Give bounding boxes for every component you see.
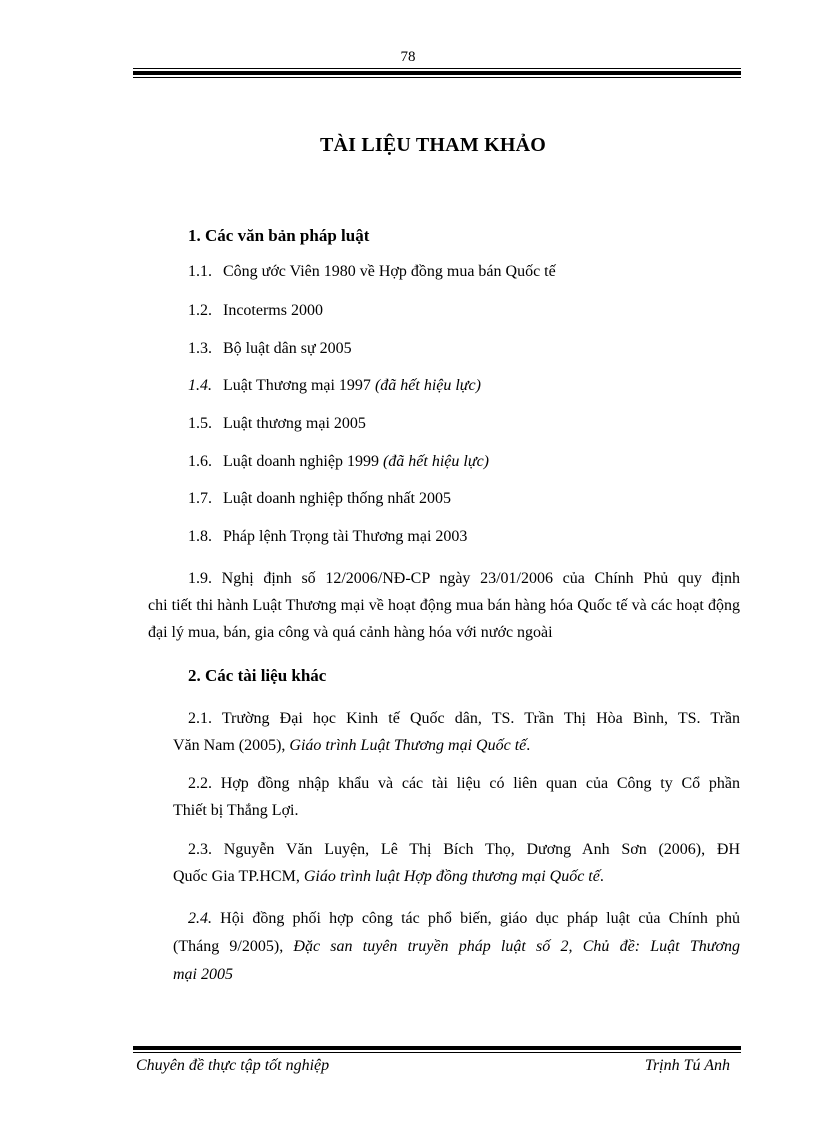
item-first-line: 2.1. Trường Đại học Kinh tế Quốc dân, TS. Trần Thị Hòa Bình, TS. Trần xyxy=(188,710,740,727)
item-text: Công ước Viên 1980 về Hợp đồng mua bán Quốc tế xyxy=(223,263,556,280)
item-first-line: 2.3. Nguyễn Văn Luyện, Lê Thị Bích Thọ, Dương Anh Sơn (2006), ĐH xyxy=(188,841,740,858)
item-number: 1.2. xyxy=(188,302,212,319)
item-number: 1.5. xyxy=(188,415,212,432)
item-number: 1.6. xyxy=(188,453,212,470)
item-number: 1.1. xyxy=(188,263,212,280)
reference-item xyxy=(188,527,467,547)
item-title: Giáo trình Luật Thương mại Quốc tế xyxy=(289,737,527,754)
item-text: Luật doanh nghiệp 1999 xyxy=(223,453,383,470)
item-number: 1.3. xyxy=(188,340,212,357)
item-continuation xyxy=(148,863,740,890)
page-number: 78 xyxy=(400,49,416,65)
footer-rule xyxy=(133,1052,741,1053)
item-note: (đã hết hiệu lực) xyxy=(374,377,481,394)
item-first-line xyxy=(188,905,740,933)
reference-item xyxy=(188,489,451,509)
item-title: Giáo trình luật Hợp đồng thương mại Quốc tế xyxy=(303,868,600,885)
footer-author: Trịnh Tú Anh xyxy=(644,1057,730,1074)
item-number: 2.4. xyxy=(188,910,212,927)
item-first-line: 2.2. Hợp đồng nhập khẩu và các tài liệu có liên quan của Công ty Cổ phần xyxy=(188,775,740,792)
item-continuation: Thiết bị Thắng Lợi. xyxy=(173,802,299,819)
item-text: Văn Nam (2005), xyxy=(173,737,290,754)
item-text: (Tháng 9/2005), xyxy=(173,938,294,955)
item-continuation: chi tiết thi hành Luật Thương mại về hoạt động mua bán hàng hóa Quốc tế và các hoạt động đại lý mua, bán, gia công và quá cảnh hàng hóa với nước ngoài xyxy=(148,597,740,641)
section-heading-other: 2. Các tài liệu khác xyxy=(188,666,327,685)
item-title: Đặc san tuyên truyền pháp luật số 2, Chủ đề: Luật Thương xyxy=(293,938,740,955)
item-text: Quốc Gia TP.HCM, xyxy=(173,868,304,885)
item-text: Luật doanh nghiệp thống nhất 2005 xyxy=(223,490,451,507)
item-text: Pháp lệnh Trọng tài Thương mại 2003 xyxy=(223,528,468,545)
reference-item-2-3 xyxy=(148,836,740,890)
reference-item-2-1 xyxy=(148,705,740,759)
item-first-line: 1.9. Nghị định số 12/2006/NĐ-CP ngày 23/01/2006 của Chính Phủ quy định xyxy=(188,570,740,587)
header-rule xyxy=(133,68,741,69)
item-text: Incoterms 2000 xyxy=(223,302,323,319)
item-continuation xyxy=(148,732,740,759)
reference-item xyxy=(188,376,481,396)
item-number: 1.7. xyxy=(188,490,212,507)
item-note: (đã hết hiệu lực) xyxy=(382,453,489,470)
header-rule-lower xyxy=(133,77,741,78)
item-text: Luật thương mại 2005 xyxy=(223,415,366,432)
document-title: TÀI LIỆU THAM KHẢO xyxy=(319,134,547,156)
header-rule-thick xyxy=(133,71,741,75)
item-text: Bộ luật dân sự 2005 xyxy=(223,340,352,357)
reference-item xyxy=(188,301,323,321)
reference-item xyxy=(188,339,352,359)
item-text: Luật Thương mại 1997 xyxy=(223,377,375,394)
item-number: 1.8. xyxy=(188,528,212,545)
section-heading-laws: 1. Các văn bản pháp luật xyxy=(188,226,370,245)
reference-item xyxy=(188,414,366,434)
reference-item-2-4 xyxy=(148,905,740,989)
reference-item-1-9 xyxy=(148,565,740,646)
reference-item xyxy=(188,452,489,472)
footer-rule-thick xyxy=(133,1046,741,1050)
item-continuation xyxy=(148,933,740,961)
item-tail: . xyxy=(599,868,604,885)
reference-item-2-2 xyxy=(148,770,740,824)
item-text: Hội đồng phối hợp công tác phổ biến, giáo dục pháp luật của Chính phủ xyxy=(212,910,740,927)
item-number: 1.4. xyxy=(188,377,212,394)
item-title-end: mại 2005 xyxy=(173,966,233,983)
footer-left-text: Chuyên đề thực tập tốt nghiệp xyxy=(136,1057,330,1074)
reference-item xyxy=(188,262,556,282)
item-tail: . xyxy=(526,737,531,754)
